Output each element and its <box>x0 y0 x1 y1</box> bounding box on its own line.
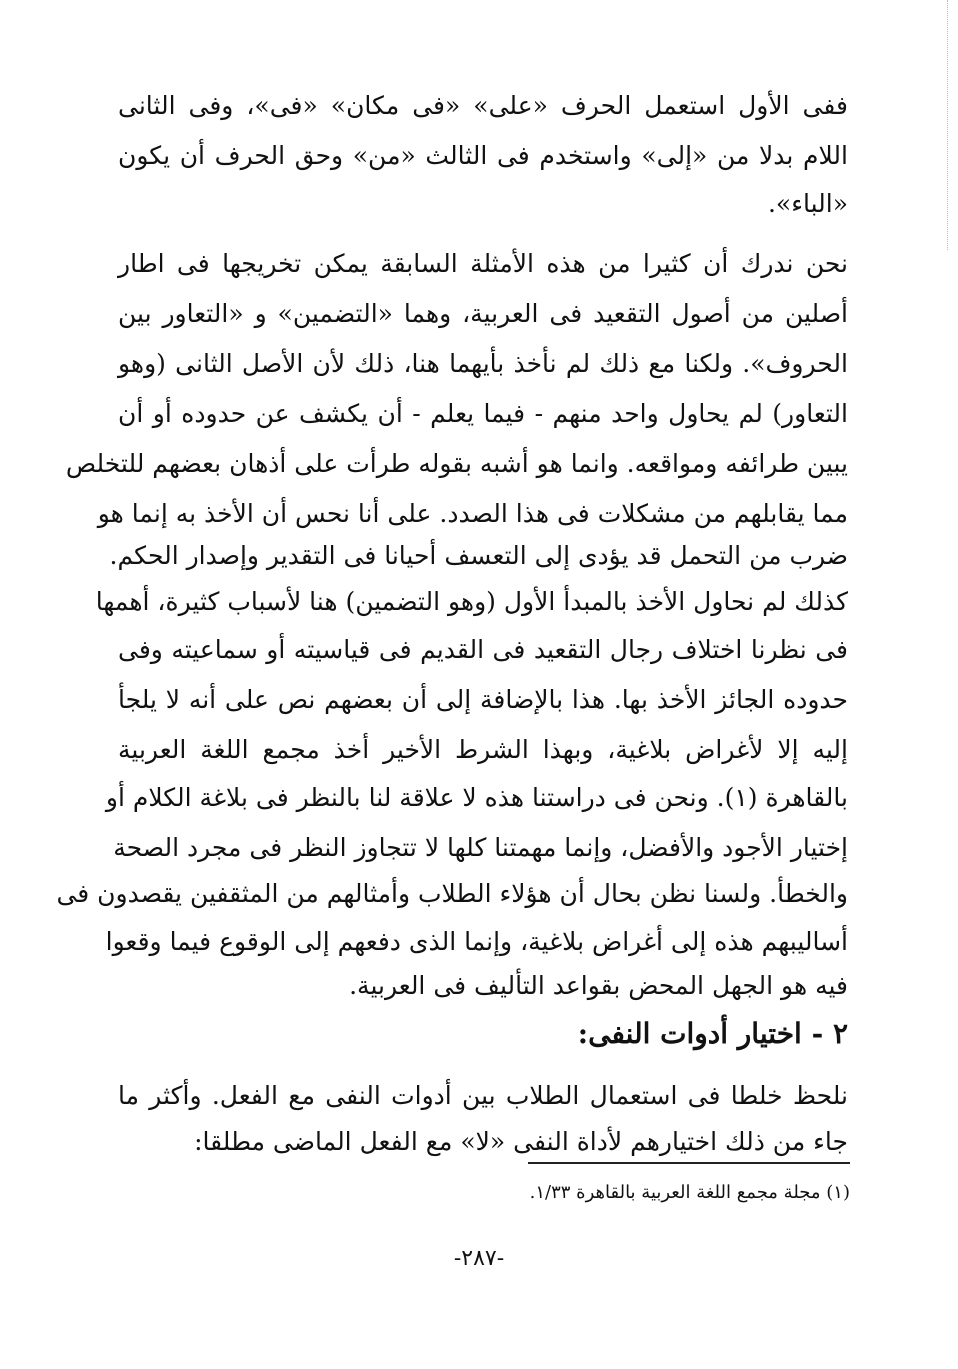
paragraph2-line-7: ضرب من التحمل قد يؤدى إلى التعسف أحيانا فى التقدير وإصدار الحكم. <box>109 541 848 570</box>
section-heading: ٢ - اختيار أدوات النفى: <box>577 1017 848 1050</box>
paragraph2-line-5: يبين طرائفه ومواقعه. وانما هو أشبه بقوله طرأت على أذهان بعضهم للتخلص <box>65 449 848 478</box>
paragraph2-line-10: حدوده الجائز الأخذ بها. هذا بالإضافة إلى أن بعضهم نص على أنه لا يلجأ <box>118 685 848 714</box>
paragraph2-line-11: إليه إلا لأغراض بلاغية، وبهذا الشرط الأخير أخذ مجمع اللغة العربية <box>118 735 848 764</box>
paragraph2-line-16: فيه هو الجهل المحض بقواعد التأليف فى العربية. <box>349 971 848 1000</box>
paragraph2-line-13: إختيار الأجود والأفضل، وإنما مهمتنا كلها لا تتجاوز النظر فى مجرد الصحة <box>113 833 848 862</box>
paragraph2-line-1: نحن ندرك أن كثيرا من هذه الأمثلة السابقة يمكن تخريجها فى اطار <box>118 249 848 278</box>
paragraph3-line-2: جاء من ذلك اختيارهم لأداة النفى «لا» مع الفعل الماضى مطلقا: <box>194 1127 848 1156</box>
scan-edge-mark <box>945 0 948 250</box>
paragraph3-line-1: نلحظ خلطا فى استعمال الطلاب بين أدوات النفى مع الفعل. وأكثر ما <box>118 1081 848 1110</box>
paragraph2-line-4: التعاور) لم يحاول واحد منهم - فيما يعلم - أن يكشف عن حدوده أو أن <box>118 399 848 428</box>
paragraph2-line-8: كذلك لم نحاول الأخذ بالمبدأ الأول (وهو التضمين) هنا لأسباب كثيرة، أهمها <box>95 587 848 616</box>
paragraph2-line-2: أصلين من أصول التقعيد فى العربية، وهما «التضمين» و «التعاور بين <box>118 299 848 328</box>
footnote-separator <box>528 1162 850 1164</box>
paragraph1-line-3: «الباء». <box>767 189 848 218</box>
paragraph2-line-9: فى نظرنا اختلاف رجال التقعيد فى القديم فى قياسيته أو سماعيته وفى <box>118 635 848 664</box>
footnote: (١) مجلة مجمع اللغة العربية بالقاهرة ١/٣٣. <box>529 1182 850 1203</box>
paragraph2-line-12: بالقاهرة (١). ونحن فى دراستنا هذه لا علاقة لنا بالنظر فى بلاغة الكلام أو <box>105 783 848 812</box>
paragraph2-line-15: أساليبهم هذه إلى أغراض بلاغية، وإنما الذى دفعهم إلى الوقوع فيما وقعوا <box>105 927 848 956</box>
paragraph1-line-1: ففى الأول استعمل الحرف «على» «فى مكان» «فى»، وفى الثانى <box>118 91 848 120</box>
paragraph2-line-6: مما يقابلهم من مشكلات فى هذا الصدد. على أنا نحس أن الأخذ به إنما هو <box>97 499 848 528</box>
paragraph2-line-3: الحروف». ولكنا مع ذلك لم نأخذ بأيهما هنا، ذلك لأن الأصل الثانى (وهو <box>118 349 848 378</box>
page-number: -٢٨٧- <box>453 1246 505 1271</box>
paragraph1-line-2: اللام بدلا من «إلى» واستخدم فى الثالث «من» وحق الحرف أن يكون <box>118 141 848 170</box>
paragraph2-line-14: والخطأ. ولسنا نظن بحال أن هؤلاء الطلاب وأمثالهم من المثقفين يقصدون فى <box>56 879 848 908</box>
